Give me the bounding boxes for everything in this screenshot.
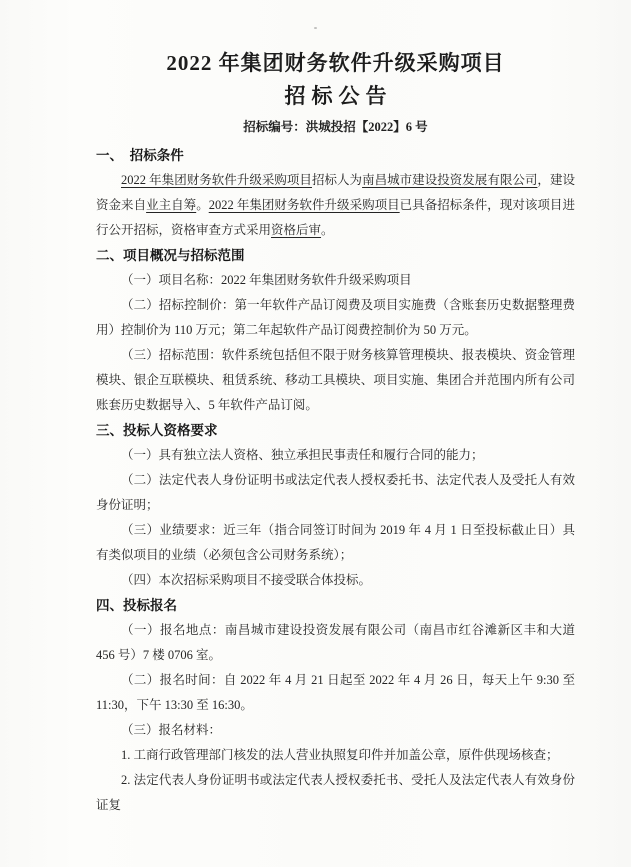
paragraph — [96, 343, 575, 418]
text-segment: 1. 工商行政管理部门核发的法人营业执照复印件并加盖公章，原件供现场核查； — [121, 748, 559, 762]
text-segment: （一）报名地点：南昌城市建设投资发展有限公司（南昌市红谷滩新区丰和大道 456 号）7 楼 0706 室。 — [96, 623, 575, 662]
underlined-text: 2022 年集团财务软件升级采购项目 — [208, 198, 400, 212]
paragraph — [96, 443, 575, 468]
doc-header — [96, 0, 575, 141]
underlined-text: 2022 年集团财务软件升级采购项目 — [121, 173, 312, 187]
paragraph — [96, 468, 575, 518]
text-segment: 2. 法定代表人身份证明书或法定代表人授权委托书、受托人及法定代表人有效身份证复 — [96, 773, 575, 812]
doc-number: 招标编号：洪城投招【2022】6 号 — [243, 120, 428, 134]
doc-title-line1: 2022 年集团财务软件升级采购项目 — [166, 51, 505, 75]
paragraph — [96, 743, 575, 768]
underlined-text: 业主自筹 — [146, 198, 197, 212]
text-segment: 已具备招标条件，现对该项目进行公开招标，资格审查方式采用 — [96, 198, 575, 237]
paragraph — [96, 268, 575, 293]
text-segment: （二）招标控制价：第一年软件产品订阅费及项目实施费（含账套历史数据整理费用）控制价为 110 万元；第二年起软件产品订阅费控制价为 50 万元。 — [96, 298, 575, 337]
text-segment: （三）报名材料： — [121, 723, 222, 737]
text-segment: （四）本次招标采购项目不接受联合体投标。 — [121, 573, 372, 587]
paragraph — [96, 168, 575, 243]
paragraph — [96, 668, 575, 718]
underlined-text: 资格后审 — [271, 223, 322, 237]
text-segment: （一）项目名称：2022 年集团财务软件升级采购项目 — [121, 273, 412, 287]
section-heading: 二、项目概况与招标范围 — [96, 248, 245, 263]
text-segment: （二）法定代表人身份证明书或法定代表人授权委托书、法定代表人及受托人有效身份证明； — [96, 473, 575, 512]
section-heading: 一、 招标条件 — [96, 148, 184, 163]
paragraph — [96, 293, 575, 343]
paragraph — [96, 518, 575, 568]
underlined-text: 南昌城市建设投资发展有限公司 — [362, 173, 538, 187]
text-segment: 。 — [196, 198, 209, 212]
text-segment: （三）业绩要求：近三年（指合同签订时间为 2019 年 4 月 1 日至投标截止日）具有类似项目的业绩（必须包含公司财务系统）； — [96, 523, 575, 562]
text-segment: 。 — [321, 223, 334, 237]
text-segment: ，建设资金来自 — [96, 173, 575, 212]
text-segment: 招标人为 — [311, 173, 363, 187]
section-heading: 三、投标人资格要求 — [96, 423, 218, 438]
text-segment: （三）招标范围：软件系统包括但不限于财务核算管理模块、报表模块、资金管理模块、银企互联模块、租赁系统、移动工具模块、项目实施、集团合并范围内所有公司账套历史数据导入、5 年软件产品订阅。 — [96, 348, 575, 412]
doc-title-line2: 招标公告 — [284, 84, 393, 108]
text-segment: （一）具有独立法人资格、独立承担民事责任和履行合同的能力； — [121, 448, 484, 462]
paragraph — [96, 768, 575, 818]
section-heading: 四、投标报名 — [96, 598, 177, 613]
scan-speck — [314, 27, 317, 29]
document-body — [96, 143, 575, 818]
paragraph — [96, 718, 575, 743]
text-segment: （二）报名时间：自 2022 年 4 月 21 日起至 2022 年 4 月 26 日，每天上午 9:30 至 11:30，下午 13:30 至 16:30。 — [96, 673, 575, 712]
paragraph — [96, 568, 575, 593]
paragraph — [96, 618, 575, 668]
